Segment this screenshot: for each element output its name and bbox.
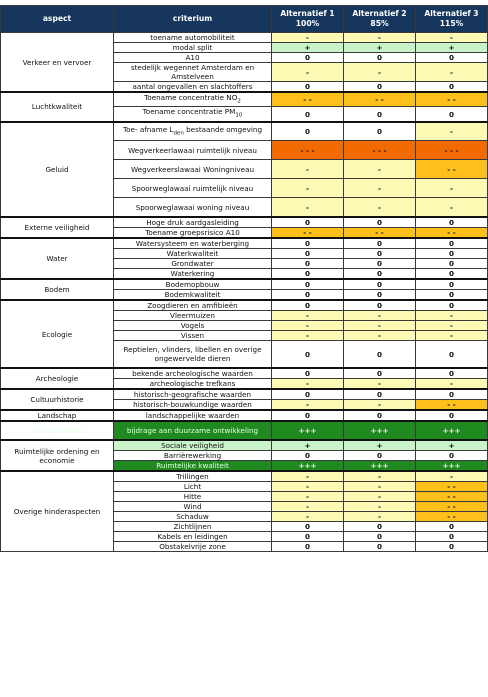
score-cell-alt1: 0: [272, 522, 344, 532]
score-cell-alt3: +++: [416, 461, 488, 472]
score-cell-alt1: 0: [272, 217, 344, 228]
criterium-cell: [114, 492, 272, 502]
score-cell-alt3: 0: [416, 248, 488, 258]
score-cell-alt3: 0: [416, 107, 488, 122]
score-cell-alt3: 0: [416, 300, 488, 311]
score-cell-alt2: -: [344, 471, 416, 482]
score-cell-alt3: 0: [416, 451, 488, 461]
score-cell-alt1: +++: [272, 421, 344, 440]
criterium-text: Toename concentratie PM: [142, 107, 236, 117]
criterium-text: Watersysteem en waterberging: [135, 238, 250, 248]
score-cell-alt2: 0: [344, 217, 416, 228]
score-cell-alt3: - -: [416, 512, 488, 522]
header-alternatief-2: [344, 6, 416, 33]
score-cell-alt3: 0: [416, 238, 488, 249]
criterium-text: Wegverkeerslawaai Woningniveau: [130, 164, 255, 174]
criterium-text: Waterkwaliteit: [166, 248, 219, 258]
score-cell-alt2: 0: [344, 268, 416, 279]
criterium-cell: [114, 63, 272, 82]
table-row: [1, 279, 488, 290]
criterium-text: Wegverkeerlawaai ruimtelijk niveau: [128, 145, 257, 155]
table-header-row: [1, 6, 488, 33]
score-cell-alt2: 0: [344, 300, 416, 311]
score-cell-alt1: 0: [272, 368, 344, 379]
score-cell-alt3: -: [416, 310, 488, 320]
criterium-cell: [114, 82, 272, 93]
aspect-cell: Cultuurhistorie: [1, 389, 114, 410]
score-cell-alt2: -: [344, 482, 416, 492]
aspect-cell: Duurzaamheid: [1, 421, 114, 440]
score-cell-alt2: 0: [344, 122, 416, 141]
score-cell-alt1: -: [272, 63, 344, 82]
score-cell-alt1: 0: [272, 82, 344, 93]
table-row: [1, 300, 488, 311]
score-cell-alt3: 0: [416, 217, 488, 228]
score-cell-alt1: 0: [272, 451, 344, 461]
header-alt2-percent: 85%: [370, 19, 389, 28]
aspect-cell: Bodem: [1, 279, 114, 300]
score-cell-alt2: 0: [344, 279, 416, 290]
score-cell-alt3: -: [416, 63, 488, 82]
score-cell-alt1: 0: [272, 248, 344, 258]
criterium-text: A10: [185, 53, 200, 62]
criterium-cell: [114, 227, 272, 238]
score-cell-alt3: 0: [416, 53, 488, 63]
table-row: [1, 421, 488, 440]
score-cell-alt1: -: [272, 471, 344, 482]
score-cell-alt2: -: [344, 63, 416, 82]
criterium-text: Toename concentratie NO: [144, 93, 238, 102]
criterium-text: toename automobiliteit: [150, 33, 235, 42]
score-cell-alt1: 0: [272, 53, 344, 63]
score-cell-alt2: 0: [344, 53, 416, 63]
criterium-cell: [114, 502, 272, 512]
criterium-cell: [114, 461, 272, 472]
score-cell-alt3: -: [416, 198, 488, 217]
score-cell-alt1: -: [272, 310, 344, 320]
table-row: [1, 238, 488, 249]
criterium-text: Spoorweglawaai ruimtelijk niveau: [131, 183, 254, 193]
criterium-cell: [114, 198, 272, 217]
score-cell-alt3: 0: [416, 289, 488, 300]
score-cell-alt2: 0: [344, 532, 416, 542]
aspect-cell: Ecologie: [1, 300, 114, 369]
score-cell-alt3: 0: [416, 279, 488, 290]
score-cell-alt2: 0: [344, 340, 416, 368]
score-cell-alt1: - -: [272, 227, 344, 238]
criterium-text: Wind: [183, 502, 202, 512]
criterium-text: Spoorweglawaai woning niveau: [135, 202, 250, 212]
table-row: [1, 33, 488, 43]
aspect-cell: Archeologie: [1, 368, 114, 389]
score-cell-alt3: 0: [416, 532, 488, 542]
score-cell-alt2: -: [344, 379, 416, 390]
criterium-cell: [114, 410, 272, 421]
criterium-cell: [114, 340, 272, 368]
score-cell-alt1: -: [272, 330, 344, 340]
score-cell-alt3: 0: [416, 82, 488, 93]
criterium-text: Obstakelvrije zone: [159, 542, 226, 552]
score-cell-alt3: - -: [416, 92, 488, 107]
table-body: [1, 33, 488, 552]
criterium-text: Sociale veiligheid: [161, 441, 224, 451]
criterium-text: Zichtlijnen: [173, 522, 212, 532]
criterium-cell: [114, 532, 272, 542]
score-cell-alt2: 0: [344, 522, 416, 532]
criterium-text: Hitte: [183, 492, 202, 502]
score-cell-alt1: 0: [272, 107, 344, 122]
score-cell-alt2: -: [344, 330, 416, 340]
score-cell-alt2: -: [344, 310, 416, 320]
score-cell-alt3: -: [416, 379, 488, 390]
criterium-text: landschappelijke waarden: [145, 411, 240, 421]
criterium-text: Kabels en leidingen: [157, 532, 228, 542]
aspect-cell: Luchtkwaliteit: [1, 92, 114, 122]
score-cell-alt1: 0: [272, 300, 344, 311]
criterium-text: bekende archeologische waarden: [132, 369, 253, 379]
criterium-cell: [114, 400, 272, 411]
score-cell-alt3: 0: [416, 268, 488, 279]
criterium-cell: [114, 320, 272, 330]
criterium-text: Zoogdieren en amfibieën: [147, 300, 238, 310]
score-cell-alt1: +: [272, 440, 344, 451]
criterium-cell: [114, 482, 272, 492]
aspect-cell: Verkeer en vervoer: [1, 33, 114, 93]
score-cell-alt2: -: [344, 33, 416, 43]
criterium-cell: [114, 471, 272, 482]
score-cell-alt1: 0: [272, 410, 344, 421]
criterium-subscript: den: [173, 130, 184, 137]
criterium-cell: [114, 238, 272, 249]
score-cell-alt1: - - -: [272, 141, 344, 160]
criterium-text: Vogels: [180, 320, 205, 330]
score-cell-alt1: 0: [272, 258, 344, 268]
criterium-text: bijdrage aan duurzame ontwikkeling: [126, 426, 259, 436]
score-cell-alt3: -: [416, 179, 488, 198]
criterium-text: Barrièrewerking: [163, 451, 222, 461]
score-cell-alt2: 0: [344, 82, 416, 93]
header-alternatief-1: [272, 6, 344, 33]
criterium-text: Reptielen, vlinders, libellen en overige ongewervelde dieren: [123, 345, 262, 364]
score-cell-alt1: +++: [272, 461, 344, 472]
criterium-text: Licht: [183, 482, 202, 492]
score-cell-alt2: 0: [344, 542, 416, 552]
criterium-cell: [114, 368, 272, 379]
score-cell-alt2: 0: [344, 410, 416, 421]
criterium-cell: [114, 268, 272, 279]
criterium-text: aantal ongevallen en slachtoffers: [132, 82, 253, 91]
criterium-text: Hoge druk aardgasleiding: [146, 217, 239, 227]
score-cell-alt2: 0: [344, 238, 416, 249]
criterium-text: Vleermuizen: [170, 310, 215, 320]
score-cell-alt3: -: [416, 330, 488, 340]
header-aspect: aspect: [1, 6, 114, 33]
criterium-cell: [114, 92, 272, 107]
criterium-text: historisch-bouwkundige waarden: [133, 400, 252, 410]
score-cell-alt3: 0: [416, 258, 488, 268]
score-cell-alt3: 0: [416, 542, 488, 552]
score-cell-alt1: -: [272, 482, 344, 492]
header-alt3-percent: 115%: [439, 19, 464, 28]
score-cell-alt3: 0: [416, 410, 488, 421]
score-cell-alt2: -: [344, 179, 416, 198]
criterium-subscript: 2: [237, 98, 241, 105]
score-cell-alt3: - - -: [416, 141, 488, 160]
aspect-cell: Landschap: [1, 410, 114, 421]
header-alt1-name: Alternatief 1: [280, 9, 335, 18]
score-cell-alt2: - - -: [344, 141, 416, 160]
criterium-text: modal split: [172, 43, 213, 52]
score-cell-alt3: +++: [416, 421, 488, 440]
table-row: [1, 410, 488, 421]
criterium-subscript: 10: [235, 112, 243, 119]
score-cell-alt1: 0: [272, 542, 344, 552]
score-cell-alt2: +: [344, 440, 416, 451]
criterium-cell: [114, 440, 272, 451]
score-cell-alt2: -: [344, 400, 416, 411]
score-cell-alt1: -: [272, 492, 344, 502]
criterium-cell: [114, 248, 272, 258]
score-cell-alt3: - -: [416, 160, 488, 179]
aspect-cell: Ruimtelijke ordening en economie: [1, 440, 114, 471]
criterium-cell: [114, 379, 272, 390]
criterium-cell: [114, 522, 272, 532]
table-row: [1, 217, 488, 228]
table-row: [1, 368, 488, 379]
score-cell-alt1: -: [272, 33, 344, 43]
score-cell-alt1: -: [272, 198, 344, 217]
score-cell-alt1: 0: [272, 389, 344, 400]
score-cell-alt2: - -: [344, 92, 416, 107]
score-cell-alt1: - -: [272, 92, 344, 107]
score-cell-alt1: -: [272, 400, 344, 411]
score-cell-alt1: 0: [272, 532, 344, 542]
score-cell-alt2: -: [344, 512, 416, 522]
score-cell-alt1: -: [272, 320, 344, 330]
header-alt1-percent: 100%: [295, 19, 320, 28]
score-cell-alt1: -: [272, 379, 344, 390]
score-cell-alt3: - -: [416, 492, 488, 502]
aspect-cell: Overige hinderaspecten: [1, 471, 114, 552]
table-row: [1, 440, 488, 451]
score-cell-alt2: 0: [344, 289, 416, 300]
score-cell-alt1: +: [272, 43, 344, 53]
table-row: [1, 389, 488, 400]
score-cell-alt3: 0: [416, 522, 488, 532]
criterium-text: historisch-geografische waarden: [133, 390, 252, 400]
aspect-cell: Water: [1, 238, 114, 279]
criterium-text: Schaduw: [176, 512, 209, 522]
score-cell-alt2: -: [344, 160, 416, 179]
score-cell-alt1: 0: [272, 289, 344, 300]
criterium-cell: [114, 258, 272, 268]
score-cell-alt1: -: [272, 502, 344, 512]
score-cell-alt1: 0: [272, 238, 344, 249]
score-cell-alt3: -: [416, 33, 488, 43]
criterium-text: stedelijk wegennet Amsterdam en Amstelveen: [130, 63, 255, 81]
criterium-cell: [114, 33, 272, 43]
score-cell-alt2: 0: [344, 107, 416, 122]
criterium-cell: [114, 217, 272, 228]
criterium-text: Waterkering: [170, 268, 215, 278]
criterium-cell: [114, 53, 272, 63]
score-cell-alt3: -: [416, 471, 488, 482]
criterium-cell: [114, 542, 272, 552]
score-cell-alt2: +: [344, 43, 416, 53]
criterium-text-continued: bestaande omgeving: [183, 124, 263, 134]
score-cell-alt2: 0: [344, 451, 416, 461]
criterium-text: Trillingen: [176, 472, 209, 482]
assessment-table-container: [0, 5, 488, 552]
score-cell-alt3: - -: [416, 482, 488, 492]
score-cell-alt1: 0: [272, 268, 344, 279]
score-cell-alt2: 0: [344, 389, 416, 400]
table-row: [1, 471, 488, 482]
criterium-cell: [114, 279, 272, 290]
score-cell-alt2: -: [344, 492, 416, 502]
score-cell-alt3: - -: [416, 227, 488, 238]
score-cell-alt3: +: [416, 440, 488, 451]
criterium-text: archeologische trefkans: [149, 379, 236, 389]
criterium-text: Toename groepsrisico A10: [145, 227, 240, 237]
header-criterium: criterium: [114, 6, 272, 33]
criterium-cell: [114, 451, 272, 461]
score-cell-alt2: +++: [344, 421, 416, 440]
header-alt3-name: Alternatief 3: [424, 9, 479, 18]
table-row: [1, 92, 488, 107]
criterium-text: Bodemopbouw: [165, 279, 220, 289]
table-row: [1, 122, 488, 141]
criterium-cell: [114, 300, 272, 311]
score-cell-alt1: -: [272, 179, 344, 198]
score-cell-alt3: -: [416, 122, 488, 141]
score-cell-alt3: - -: [416, 502, 488, 512]
aspect-cell: Geluid: [1, 122, 114, 217]
score-cell-alt1: 0: [272, 122, 344, 141]
criterium-cell: [114, 43, 272, 53]
score-cell-alt1: 0: [272, 340, 344, 368]
criterium-cell: [114, 107, 272, 122]
criterium-cell: [114, 179, 272, 198]
score-cell-alt2: - -: [344, 227, 416, 238]
score-cell-alt2: -: [344, 320, 416, 330]
score-cell-alt3: 0: [416, 368, 488, 379]
score-cell-alt2: +++: [344, 461, 416, 472]
score-cell-alt2: -: [344, 502, 416, 512]
criterium-cell: [114, 160, 272, 179]
criterium-text: Bodemkwaliteit: [164, 289, 221, 299]
score-cell-alt2: -: [344, 198, 416, 217]
aspect-cell: Externe veiligheid: [1, 217, 114, 238]
score-cell-alt1: -: [272, 512, 344, 522]
criterium-text: Grondwater: [171, 258, 214, 268]
score-cell-alt2: 0: [344, 368, 416, 379]
criterium-cell: [114, 389, 272, 400]
criterium-cell: [114, 421, 272, 440]
score-cell-alt3: 0: [416, 389, 488, 400]
header-alt2-name: Alternatief 2: [352, 9, 407, 18]
criterium-cell: [114, 512, 272, 522]
criterium-cell: [114, 122, 272, 141]
score-cell-alt2: 0: [344, 258, 416, 268]
criterium-cell: [114, 141, 272, 160]
criterium-cell: [114, 310, 272, 320]
score-cell-alt1: 0: [272, 279, 344, 290]
criterium-text: Toe- afname L: [122, 124, 174, 134]
score-cell-alt3: - -: [416, 400, 488, 411]
criterium-text: Ruimtelijke kwaliteit: [156, 461, 229, 471]
criterium-text: Vissen: [180, 330, 205, 340]
assessment-table: [0, 5, 488, 552]
score-cell-alt3: -: [416, 320, 488, 330]
score-cell-alt1: -: [272, 160, 344, 179]
score-cell-alt2: 0: [344, 248, 416, 258]
criterium-cell: [114, 289, 272, 300]
score-cell-alt3: 0: [416, 340, 488, 368]
header-alternatief-3: [416, 6, 488, 33]
score-cell-alt3: +: [416, 43, 488, 53]
criterium-cell: [114, 330, 272, 340]
